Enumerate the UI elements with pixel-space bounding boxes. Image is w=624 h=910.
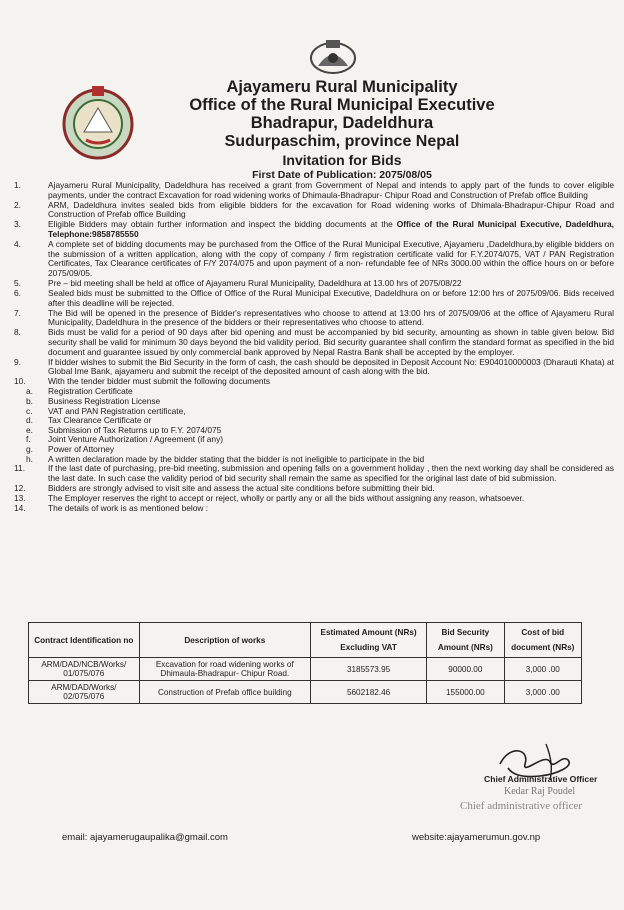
document-item: h. A written declaration made by the bidder stating that the bidder is not ineligible to participate in the bid <box>26 453 425 464</box>
nepal-emblem-icon <box>306 36 360 76</box>
list-item: 7. The Bid will be opened in the presence of Bidder's representatives who choose to attend at 13:00 hrs of 2075/09/06 at the office of Ajayameru Rural Municipality, Dadeldhura in the presence of the bidders or their representatives who choose to attend. <box>14 307 614 328</box>
list-item: 12. Bidders are strongly advised to visit site and assess the actual site conditions before submitting their bid. <box>14 482 435 493</box>
stamp-title: Chief administrative officer <box>460 800 582 812</box>
list-item: 2. ARM, Dadeldhura invites sealed bids from eligible bidders for the excavation for Road widening works of Dhimala-Bhadrapur-Chipur Road and Construction of Prefab office Building <box>14 199 614 220</box>
document-item: d. Tax Clearance Certificate or <box>26 415 152 426</box>
list-item: 11. If the last date of purchasing, pre-bid meeting, submission and opening falls on a government holiday , then the next working day shall be considered as the last date. In such case the validity period of bid security shall remain the same as specified for the original last date of bid submission. <box>14 463 614 483</box>
footer-email: email: ajayamerugaupalika@gmail.com <box>62 832 228 843</box>
list-item: 13. The Employer reserves the right to accept or reject, wholly or partly any or all the bids without assigning any reason, whatsoever. <box>14 493 525 503</box>
works-table <box>28 622 582 704</box>
table-row <box>29 681 582 704</box>
stamp-name: Kedar Raj Poudel <box>504 786 576 797</box>
column-header: Cost of bid document (NRs) <box>504 623 581 658</box>
table-cell: 90000.00 <box>427 658 504 681</box>
table-cell: 3185573.95 <box>311 658 427 681</box>
list-item: 9. If bidder wishes to submit the Bid Security in the form of cash, the cash should be deposited in Deposit Account No: E904010000003 (Dharauti Khata) at Global Ime Bank, ajayameru and submit the receipt of the deposited amount of cash along with the bid. <box>14 356 614 377</box>
column-header: Description of works <box>139 623 310 658</box>
municipality-name: Ajayameru Rural Municipality <box>226 78 458 96</box>
table-cell: 5602182.46 <box>311 681 427 704</box>
table-cell: ARM/DAD/NCB/Works/ 01/075/076 <box>29 658 140 681</box>
list-item: 14. The details of work is as mentioned below : <box>14 503 209 514</box>
province-name: Sudurpaschim, province Nepal <box>224 133 460 150</box>
signatory-title: Chief Administrative Officer <box>484 774 598 784</box>
table-cell: 3,000 .00 <box>504 681 581 704</box>
document-item: b. Business Registration License <box>26 396 161 407</box>
government-seal-icon <box>56 80 140 164</box>
list-item: 5. Pre – bid meeting shall be held at office of Ajayameru Rural Municipality, Dadeldhura at 13.00 hrs of 2075/08/22 <box>14 277 462 288</box>
list-item: 3. Eligible Bidders may obtain further information and inspect the bidding documents at the Office of the Rural Municipal Executive, Dadeldhura, Telephone:9858785550 <box>14 219 614 239</box>
table-cell: 3,000 .00 <box>504 658 581 681</box>
document-item: a. Registration Certificate <box>26 386 133 397</box>
office-location: Bhadrapur, Dadeldhura <box>250 114 434 132</box>
list-item: 4. A complete set of bidding documents may be purchased from the Office of the Rural Municipal Executive, Ajayameru ,Dadeldhura,by eligible bidders on the submission of a written application, along with the copy of company / firm registration certificate valid for F.Y.2074/075, VAT / PAN Registration Certificates, Tax Clearance certificates of F/Y 2074/075 and upon payment of a non- refundable fee of NRs 3000.00 within the office hours on or before 2075/09/05. <box>14 239 614 278</box>
list-item: 6. Sealed bids must be submitted to the Office of Office of the Rural Municipal Executive, Dadeldhura on or before 12:00 hrs of 2075/09/06. Bids received after this deadline will be rejected. <box>14 288 614 308</box>
notice-body <box>10 181 614 514</box>
column-header: Bid Security Amount (NRs) <box>427 623 504 658</box>
document-item: e. Submission of Tax Returns up to F.Y. 2074/075 <box>26 424 222 435</box>
column-header: Estimated Amount (NRs) Excluding VAT <box>311 623 427 658</box>
document-item: g. Power of Attorney <box>26 444 115 455</box>
document-item: c. VAT and PAN Registration certificate, <box>26 405 186 416</box>
footer-website: website:ajayamerumun.gov.np <box>412 832 541 843</box>
letterhead <box>140 78 544 182</box>
column-header: Contract Identification no <box>29 623 140 658</box>
table-cell: 155000.00 <box>427 681 504 704</box>
notice-title: Invitation for Bids <box>282 152 402 168</box>
publication-date: First Date of Publication: 2075/08/05 <box>252 169 432 181</box>
table-cell: Construction of Prefab office building <box>139 681 310 704</box>
list-item: 10. With the tender bidder must submit the following documents <box>14 376 271 387</box>
table-cell: ARM/DAD/Works/ 02/075/076 <box>29 681 140 704</box>
office-name: Office of the Rural Municipal Executive <box>189 96 495 114</box>
table-cell: Excavation for road widening works of Dhimaula-Bhadrapur- Chipur Road. <box>139 658 310 681</box>
table-row <box>29 658 582 681</box>
list-item: 8. Bids must be valid for a period of 90 days after bid opening and must be accompanied by bid security, amounting as shown in table given below. Bid security shall be valid for minimum 30 days beyond the bid validity period. Bid security guarantee shall confirm the standard format as specified in the bid document and guarantee issued by only commercial bank approved by Nepal Rastra Bank shall be accepted by the employer. <box>14 327 614 357</box>
document-item: f. Joint Venture Authorization / Agreement (if any) <box>26 434 224 445</box>
list-item: 1. Ajayameru Rural Municipality, Dadeldhura has received a grant from Government of Nepal and intends to apply part of the funds to cover eligible payments, under the contract Excavation for road widening works of Dhimaula-Bhadrapur- Chipur Road and Construction of Prefab office Building <box>14 180 614 200</box>
table-header-row <box>29 623 582 658</box>
